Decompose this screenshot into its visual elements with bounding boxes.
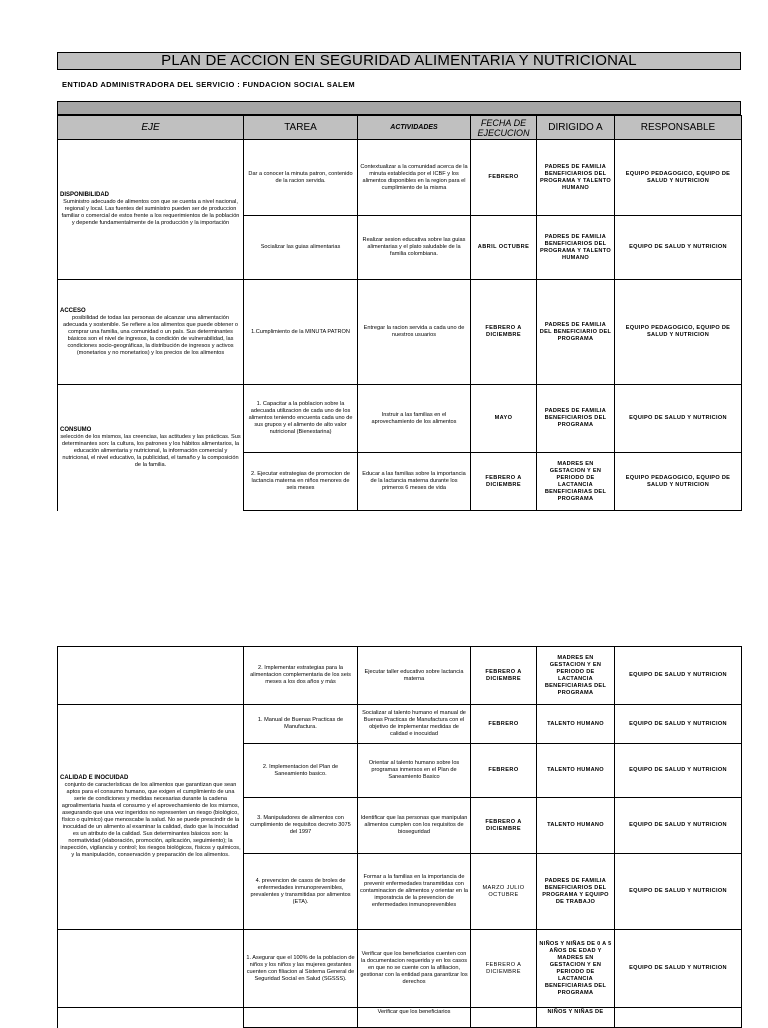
tarea-cell: 1.Cumplimiento de la MINUTA PATRON xyxy=(244,280,358,385)
eje-name: CALIDAD E INOCUIDAD xyxy=(60,775,129,781)
dirigido-cell: TALENTO HUMANO xyxy=(537,744,615,798)
page-title: PLAN DE ACCION EN SEGURIDAD ALIMENTARIA Y NUTRICIONAL xyxy=(57,52,741,70)
eje-acceso xyxy=(58,280,244,385)
actividades-cell: Instruir a las familias en el aprovechamiento de los alimentos xyxy=(358,385,471,453)
responsable-cell: EQUIPO PEDAGOGICO, EQUIPO DE SALUD Y NUTRICION xyxy=(615,453,742,511)
actividades-cell: Verificar que los beneficiarios cuenten con la documentacion requerida y en los casos en que no se cuente con la afiliacion, gestionar con la entidad para garantizar los derechos xyxy=(358,930,471,1008)
fecha-cell: FEBRERO A DICIEMBRE xyxy=(471,647,537,705)
table-row xyxy=(58,140,742,216)
fecha-cell: MARZO JULIO OCTUBRE xyxy=(471,854,537,930)
actividades-cell: Orientar al talento humano sobre los programas inmersos en el Plan de Saneamiento Basico xyxy=(358,744,471,798)
header-actividades: ACTIVIDADES xyxy=(358,116,471,140)
fecha-cell: FEBRERO A DICIEMBRE xyxy=(471,930,537,1008)
dirigido-cell: MADRES EN GESTACION Y EN PERIODO DE LACTANCIA BENEFICIARIAS DEL PROGRAMA xyxy=(537,647,615,705)
header-eje: EJE xyxy=(58,116,244,140)
tarea-cell: 4. prevencion de casos de broles de enfermedades inmunoprevenibles, prevalentes y transmitidas por alimentos (ETA). xyxy=(244,854,358,930)
responsable-cell: EQUIPO DE SALUD Y NUTRICION xyxy=(615,216,742,280)
eje-description: posibilidad de todas las personas de alcanzar una alimentación adecuada y sostenible. Se refiere a los alimentos que puede obtener o comprar una familia, una comunidad o un país. Sus determinantes básicos son el nivel de ingresos, la condición de vulnerabilidad, las condiciones socio-geográficas, la distribución de ingresos y activos (monetarios y no monetarios) y los precios de los alimentos xyxy=(62,314,239,356)
eje-calidad xyxy=(58,705,244,930)
responsable-cell: EQUIPO DE SALUD Y NUTRICION xyxy=(615,744,742,798)
eje-description: selección de los mismos, las creencias, las actitudes y las prácticas. Sus determinantes son: la cultura, los patrones y los hábitos alimentarios, la educación alimentaria y nutricional, la información comercial y nutricional, el nivel educativo, la publicidad, el tamaño y la composición de la familia. xyxy=(60,433,241,468)
responsable-cell: EQUIPO PEDAGOGICO, EQUIPO DE SALUD Y NUTRICION xyxy=(615,280,742,385)
eje-name: DISPONIBILIDAD xyxy=(60,192,110,198)
table-row xyxy=(58,705,742,744)
eje-name: ACCESO xyxy=(60,307,86,314)
tarea-cell xyxy=(244,1008,358,1028)
table-row xyxy=(58,930,742,1008)
fecha-cell: ABRIL OCTUBRE xyxy=(471,216,537,280)
tarea-cell: Socializar las guias alimentarias xyxy=(244,216,358,280)
actividades-cell: Formar a la familias en la importancia de prevenir enfermedades transmitidas con contaminacion de alimentos y orientar en la imporatncia de la prevencion de enfermedades inmunoprevenibles xyxy=(358,854,471,930)
responsable-cell: EQUIPO DE SALUD Y NUTRICION xyxy=(615,930,742,1008)
fecha-cell: MAYO xyxy=(471,385,537,453)
dirigido-cell: TALENTO HUMANO xyxy=(537,798,615,854)
responsable-cell: EQUIPO DE SALUD Y NUTRICION xyxy=(615,705,742,744)
fecha-cell xyxy=(471,1008,537,1028)
dirigido-cell: NIÑOS Y NIÑAS DE 0 A 5 AÑOS DE EDAD Y MADRES EN GESTACION Y EN PERIODO DE LACTANCIA BENEFICIARIAS DEL PROGRAMA xyxy=(537,930,615,1008)
actividades-cell: Educar a las familias sobre la importancia de la lactancia materna durante los primeros 6 meses de vida xyxy=(358,453,471,511)
fecha-cell: FEBRERO A DICIEMBRE xyxy=(471,453,537,511)
eje-consumo xyxy=(58,385,244,511)
responsable-cell: EQUIPO DE SALUD Y NUTRICION xyxy=(615,798,742,854)
table-row xyxy=(58,385,742,453)
eje-description: conjunto de características de los alimentos que garantizan que sean aptos para el consumo humano, que exigen el cumplimiento de una serie de condiciones y medidas necesarias durante la cadena agroalimentaria hasta el consumo y el aprovechamiento de los mismos, asegurando que una vez ingeridos no representen un riesgo (biológico, físico o químico) que menoscabe la salud. No se puede prescindir de la inocuidad de un alimento al examinar la calidad, dado que la inocuidad es un atributo de la calidad. Sus determinantes básicos son: la normatividad (elaboración, promoción, aplicación, seguimiento); la inspección, vigilancia y control; los riesgos biológicos, físicos y químicos, y la manipulación, conservación y preparación de los alimentos. xyxy=(60,782,241,858)
entity-label: ENTIDAD ADMINISTRADORA DEL SERVICIO : FUNDACION SOCIAL SALEM xyxy=(62,80,356,89)
eje-consumo-continued xyxy=(58,647,244,705)
table-header-row xyxy=(58,116,742,140)
dirigido-cell: PADRES DE FAMILIA DEL BENEFICIARIO DEL PROGRAMA xyxy=(537,280,615,385)
tarea-cell: 1. Capacitar a la poblacion sobre la adecuada utilizacion de cada uno de los alimentos teniendo encuenta cada uno de sus grupos y el alimento de alto valor nutricional (Bienestarina) xyxy=(244,385,358,453)
eje-name: CONSUMO xyxy=(60,426,92,433)
tarea-cell: 1. Manual de Buenas Practicas de Manufactura. xyxy=(244,705,358,744)
dirigido-cell: NIÑOS Y NIÑAS DE xyxy=(537,1008,615,1028)
fecha-cell: FEBRERO A DICIEMBRE xyxy=(471,280,537,385)
actividades-cell: Ejecutar taller educativo sobre lactancia materna xyxy=(358,647,471,705)
tarea-cell: Dar a conocer la minuta patron, contenido de la racion servida. xyxy=(244,140,358,216)
actividades-cell: Verificar que los beneficiarios xyxy=(358,1008,471,1028)
actividades-cell: Realizar sesion educativa sobre las guias alimentarias y el plato saludable de la familia colombiana. xyxy=(358,216,471,280)
fecha-cell: FEBRERO A DICIEMBRE xyxy=(471,798,537,854)
header-dirigido: DIRIGIDO A xyxy=(537,116,615,140)
tarea-cell: 2. Ejecutar estrategias de promocion de lactancia materna en niños menores de seis meses xyxy=(244,453,358,511)
tarea-cell: 3. Manipuladores de alimentos con cumplimiento de requisitos decreto 3075 del 1997 xyxy=(244,798,358,854)
fecha-cell: FEBRERO xyxy=(471,744,537,798)
responsable-cell xyxy=(615,1008,742,1028)
table-row xyxy=(58,647,742,705)
fecha-cell: FEBRERO xyxy=(471,140,537,216)
dirigido-cell: PADRES DE FAMILIA BENEFICIARIOS DEL PROGRAMA Y EQUIPO DE TRABAJO xyxy=(537,854,615,930)
action-plan-table-continued xyxy=(57,646,742,1028)
eje-disponibilidad xyxy=(58,140,244,280)
dirigido-cell: PADRES DE FAMILIA BENEFICIARIOS DEL PROGRAMA Y TALENTO HUMANO xyxy=(537,140,615,216)
tarea-cell: 1. Asegurar que el 100% de la poblacion de niños y los niños y las mujeres gestantes cuenten con filiacion al Sistema General de Seguridad Social en Salud (SGSSS). xyxy=(244,930,358,1008)
actividades-cell: Entregar la racion servida a cada uno de nuestros usuarios xyxy=(358,280,471,385)
header-band xyxy=(57,101,741,115)
table-row xyxy=(58,1008,742,1028)
responsable-cell: EQUIPO DE SALUD Y NUTRICION xyxy=(615,854,742,930)
responsable-cell: EQUIPO DE SALUD Y NUTRICION xyxy=(615,647,742,705)
dirigido-cell: MADRES EN GESTACION Y EN PERIODO DE LACTANCIA BENEFICIARIAS DEL PROGRAMA xyxy=(537,453,615,511)
actividades-cell: Contextualizar a la comunidad acerca de la minuta establecida por el ICBF y los alimentos disponibles en la region para el cumplimiento de la misma xyxy=(358,140,471,216)
header-tarea: TAREA xyxy=(244,116,358,140)
header-responsable: RESPONSABLE xyxy=(615,116,742,140)
action-plan-table xyxy=(57,115,742,511)
dirigido-cell: PADRES DE FAMILIA BENEFICIARIOS DEL PROGRAMA xyxy=(537,385,615,453)
fecha-cell: FEBRERO xyxy=(471,705,537,744)
dirigido-cell: PADRES DE FAMILIA BENEFICIARIOS DEL PROGRAMA Y TALENTO HUMANO xyxy=(537,216,615,280)
eje-empty xyxy=(58,1008,244,1028)
eje-description: Suministro adecuado de alimentos con que se cuenta a nivel nacional, regional y local. Las fuentes del suministro pueden ser de produccion familiar o comercial de estos frente a los requerimientos de la población y depende fundamentalmente de la producción y la importación xyxy=(61,199,240,226)
tarea-cell: 2. Implementacion del Plan de Saneamiento basico. xyxy=(244,744,358,798)
tarea-cell: 2. Implementar estrategias para la alimentacion complementaria de los seis meses a los dos años y más xyxy=(244,647,358,705)
responsable-cell: EQUIPO PEDAGOGICO, EQUIPO DE SALUD Y NUTRICION xyxy=(615,140,742,216)
actividades-cell: Identificar que las personas que manipulan alimentos cumplen con los requisitos de bioseguridad xyxy=(358,798,471,854)
eje-empty xyxy=(58,930,244,1008)
actividades-cell: Socializar al talento humano el manual de Buenas Practicas de Manufactura con el objetivo de implementar medidas de calidad e inocuidad xyxy=(358,705,471,744)
responsable-cell: EQUIPO DE SALUD Y NUTRICION xyxy=(615,385,742,453)
dirigido-cell: TALENTO HUMANO xyxy=(537,705,615,744)
header-fecha: FECHA DE EJECUCION xyxy=(471,116,537,140)
table-row xyxy=(58,280,742,385)
